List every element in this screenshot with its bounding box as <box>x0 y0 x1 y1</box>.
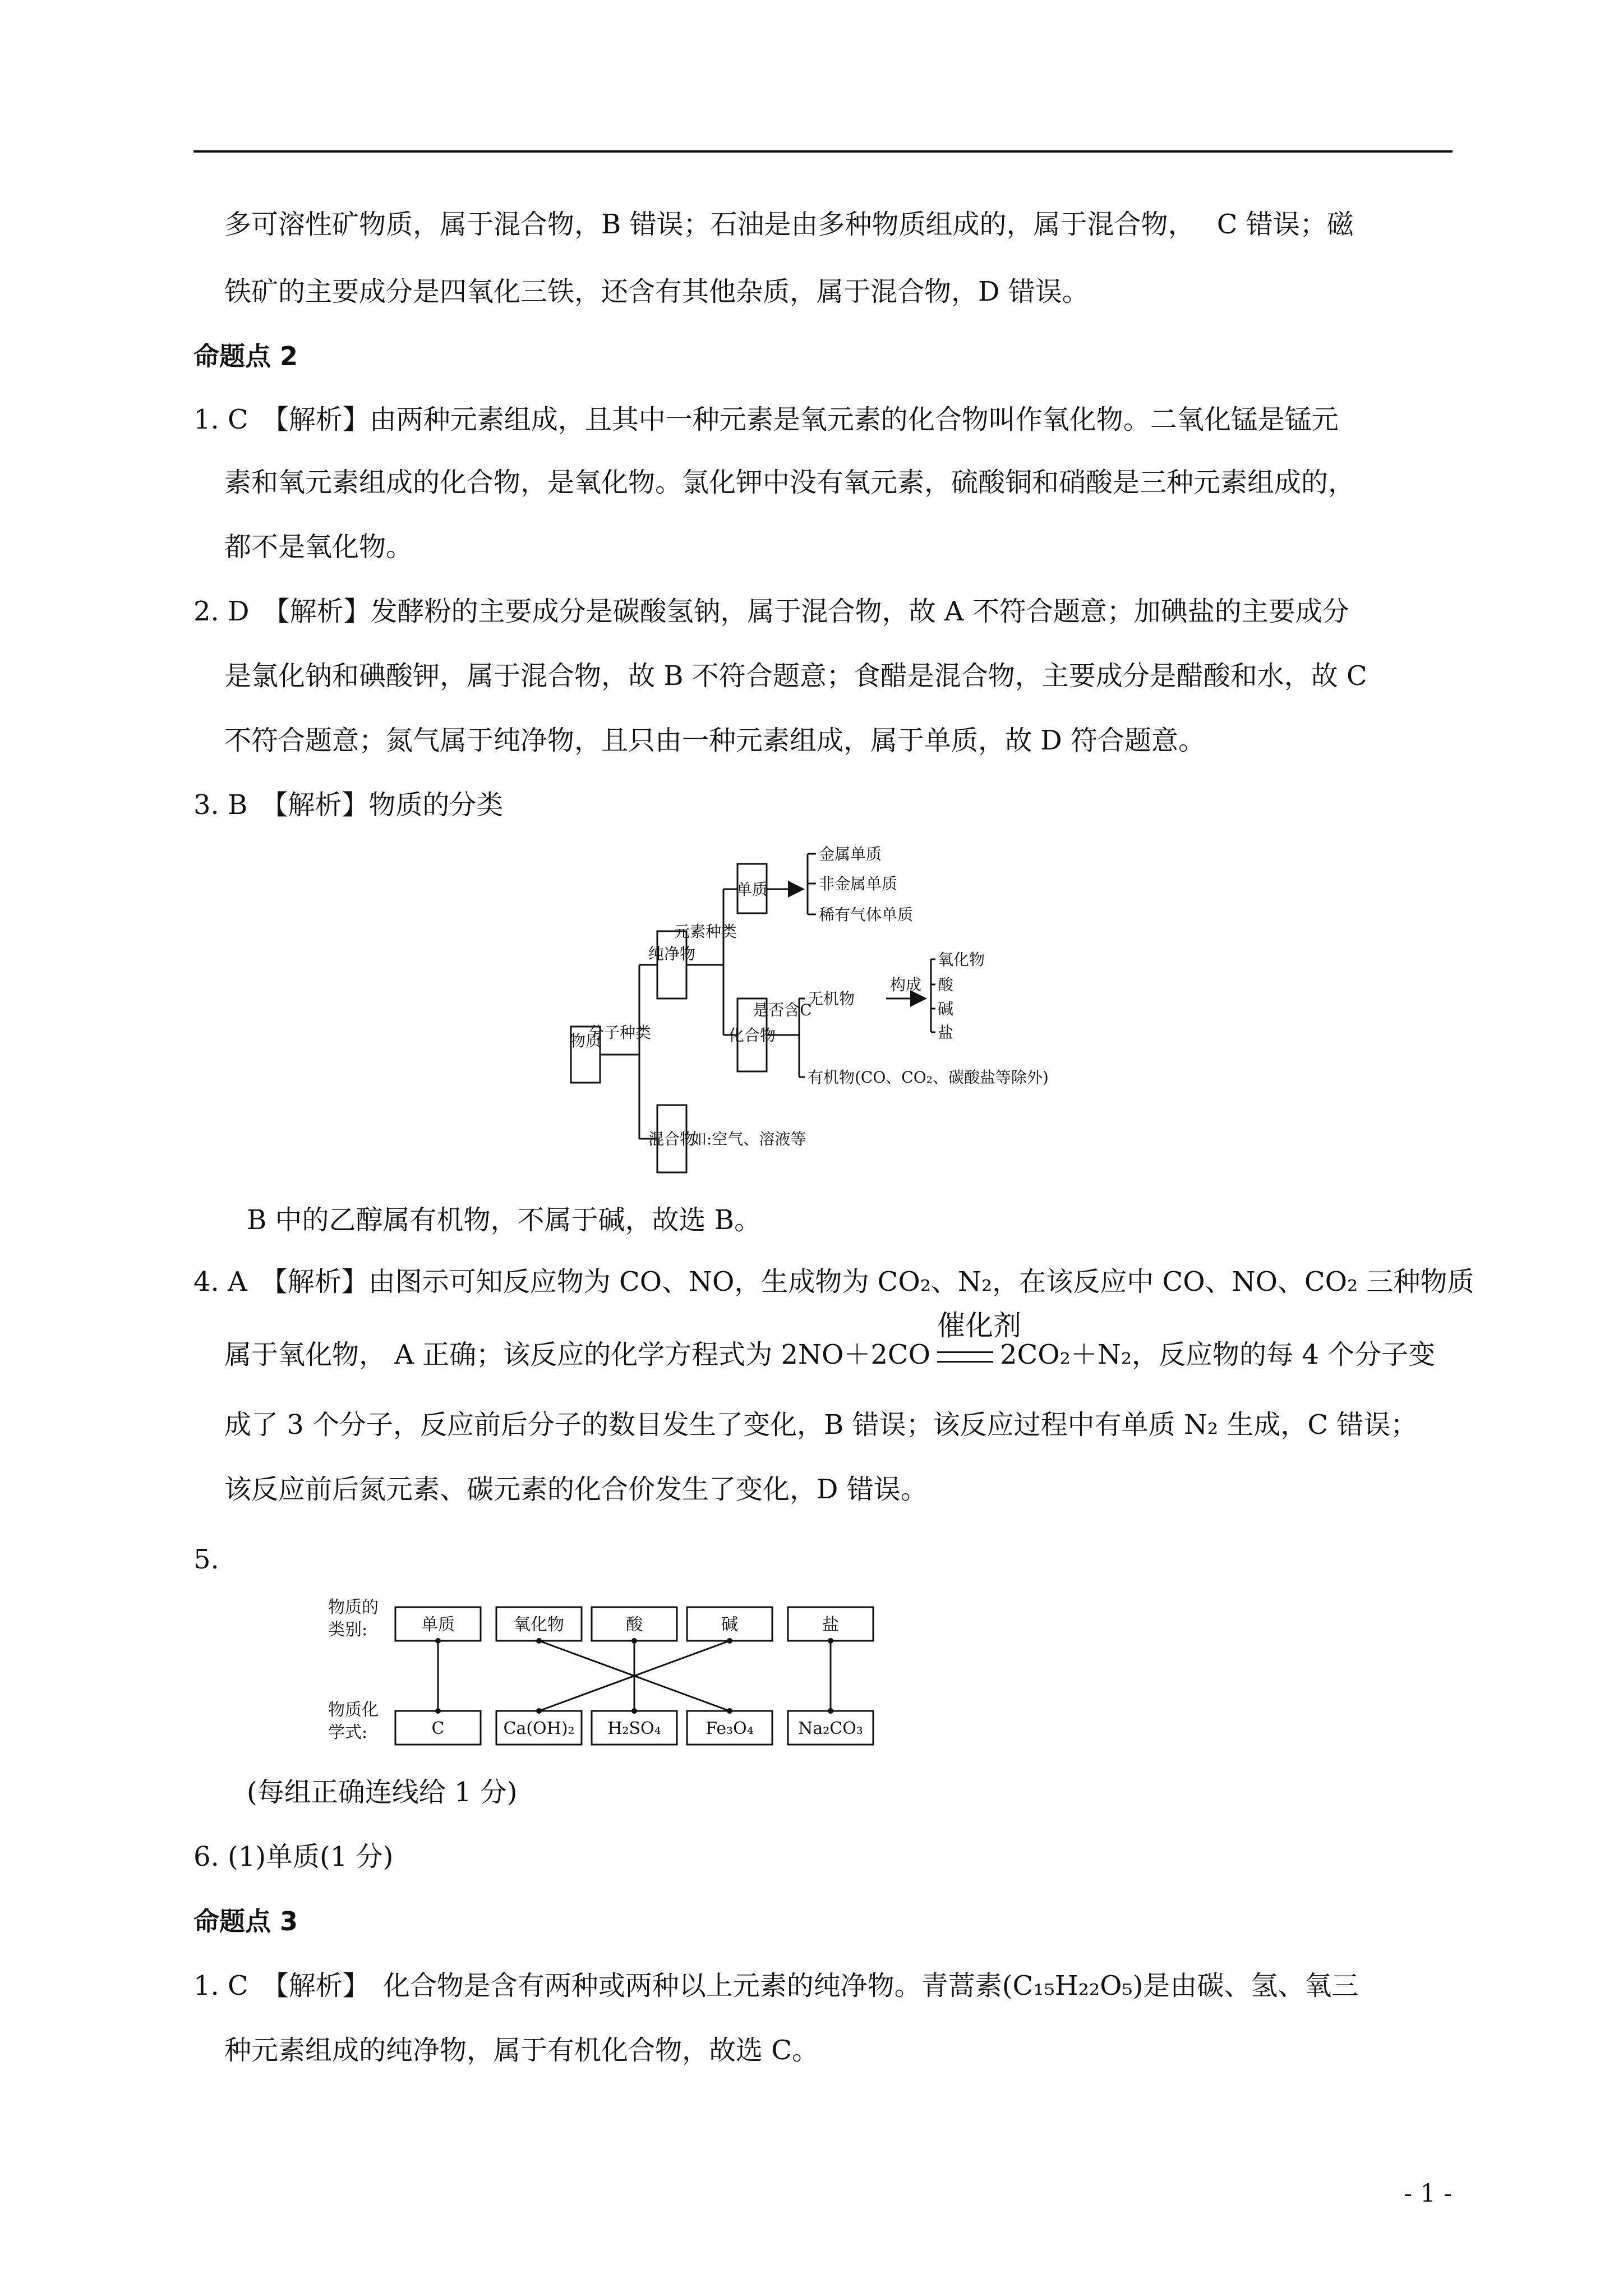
answer-note: B 中的乙醇属有机物，不属于碱，故选 B。 <box>247 1204 762 1236</box>
diagram-composition-label: 构成 <box>889 976 922 994</box>
page-number: - 1 - <box>1404 2179 1452 2208</box>
answer-line: 4. A 【解析】由图示可知反应物为 CO、NO，生成物为 CO₂、N₂，在该反应中 CO、NO、CO₂ 三种物质 <box>193 1266 1474 1297</box>
diagram-inorganic-child: 盐 <box>938 1023 954 1042</box>
matching-diagram <box>322 1593 886 1761</box>
row-label: 类别: <box>328 1620 368 1640</box>
answer-line: 1. C 【解析】由两种元素组成，且其中一种元素是氧元素的化合物叫作氧化物。二氧化锰是锰元 <box>193 404 1339 435</box>
answer-line: 素和氧元素组成的化合物，是氧化物。氯化钾中没有氧元素，硫酸铜和硝酸是三种元素组成的， <box>224 467 1355 498</box>
answer-line: 该反应前后氮元素、碳元素的化合价发生了变化，D 错误。 <box>224 1474 928 1505</box>
answer-line: 成了 3 个分子，反应前后分子的数目发生了变化，B 错误；该反应过程中有单质 N₂ 生成，C 错误； <box>224 1409 1418 1441</box>
row-label: 学式: <box>328 1723 368 1742</box>
equation-suffix: 2CO₂＋N₂，反应物的每 4 个分子变 <box>999 1339 1436 1370</box>
diagram-pure: 纯净物 <box>648 945 696 963</box>
answer-line <box>224 1309 1436 1372</box>
paragraph-line: 多可溶性矿物质，属于混合物，B 错误；石油是由多种物质组成的，属于混合物， C 错误；磁 <box>224 209 1354 240</box>
answer-line: 2. D 【解析】发酵粉的主要成分是碳酸氢钠，属于混合物，故 A 不符合题意；加碘盐的主要成分 <box>193 596 1349 627</box>
row-label: 物质化 <box>328 1700 379 1720</box>
diagram-root: 物质 <box>569 1032 602 1050</box>
formula-box: Ca(OH)₂ <box>503 1719 575 1738</box>
category-box: 碱 <box>721 1615 738 1635</box>
answer-line: 1. C 【解析】 化合物是含有两种或两种以上元素的纯净物。青蒿素(C₁₅H₂₂O₅)是由碳、氢、氧三 <box>193 1970 1359 2001</box>
diagram-inorganic-child: 碱 <box>938 1000 954 1018</box>
catalyst-label: 催化剂 <box>937 1309 1021 1342</box>
diagram-organic: 有机物(CO、CO₂、碳酸盐等除外) <box>808 1068 1049 1087</box>
paragraph-line: 铁矿的主要成分是四氧化三铁，还含有其他杂质，属于混合物，D 错误。 <box>224 276 1089 307</box>
diagram-inorganic-child: 酸 <box>938 976 954 994</box>
equation-prefix: 属于氧化物， A 正确；该反应的化学方程式为 2NO＋2CO <box>224 1339 930 1370</box>
diagram-elemental-child: 非金属单质 <box>819 875 898 893</box>
answer-line: 不符合题意；氮气属于纯净物，且只由一种元素组成，属于单质，故 D 符合题意。 <box>224 725 1206 756</box>
diagram-element-label: 元素种类 <box>674 922 737 941</box>
answer-line: 种元素组成的纯净物，属于有机化合物，故选 C。 <box>224 2035 819 2066</box>
formula-box: C <box>431 1719 445 1738</box>
section-heading: 命题点 2 <box>193 341 298 371</box>
answer-line: 都不是氧化物。 <box>224 531 413 563</box>
catalyst-arrow <box>937 1309 1021 1372</box>
diagram-elemental-child: 金属单质 <box>819 845 882 863</box>
formula-box: H₂SO₄ <box>607 1719 661 1738</box>
category-box: 单质 <box>421 1615 455 1635</box>
answer-line: 6. (1)单质(1 分) <box>193 1841 394 1872</box>
formula-box: Na₂CO₃ <box>798 1719 863 1738</box>
section-heading: 命题点 3 <box>193 1906 298 1936</box>
header-rule <box>193 150 1453 153</box>
category-box: 氧化物 <box>514 1615 564 1635</box>
diagram-compound: 化合物 <box>728 1026 776 1045</box>
diagram-inorganic-child: 氧化物 <box>938 950 985 969</box>
question-number: 5. <box>193 1544 219 1575</box>
row-label: 物质的 <box>328 1598 379 1617</box>
category-box: 盐 <box>822 1615 839 1635</box>
diagram-mixture: 混合物 <box>648 1130 696 1148</box>
diagram-branch-label: 分子种类 <box>588 1023 652 1042</box>
answer-note: (每组正确连线给 1 分) <box>247 1777 518 1808</box>
diagram-elemental: 单质 <box>736 880 768 899</box>
diagram-elemental-child: 稀有气体单质 <box>819 905 914 924</box>
diagram-mixture-example: 如:空气、溶液等 <box>691 1130 806 1148</box>
formula-box: Fe₃O₄ <box>706 1719 754 1738</box>
answer-line: 是氯化钠和碘酸钾，属于混合物，故 B 不符合题意；食醋是混合物，主要成分是醋酸和水，故 C <box>224 660 1367 692</box>
answer-line: 3. B 【解析】物质的分类 <box>193 789 504 821</box>
diagram-inorganic: 无机物 <box>808 990 855 1008</box>
diagram-contains-c-label: 是否含C <box>753 1001 812 1019</box>
classification-diagram <box>561 841 1150 1195</box>
category-box: 酸 <box>626 1615 643 1635</box>
